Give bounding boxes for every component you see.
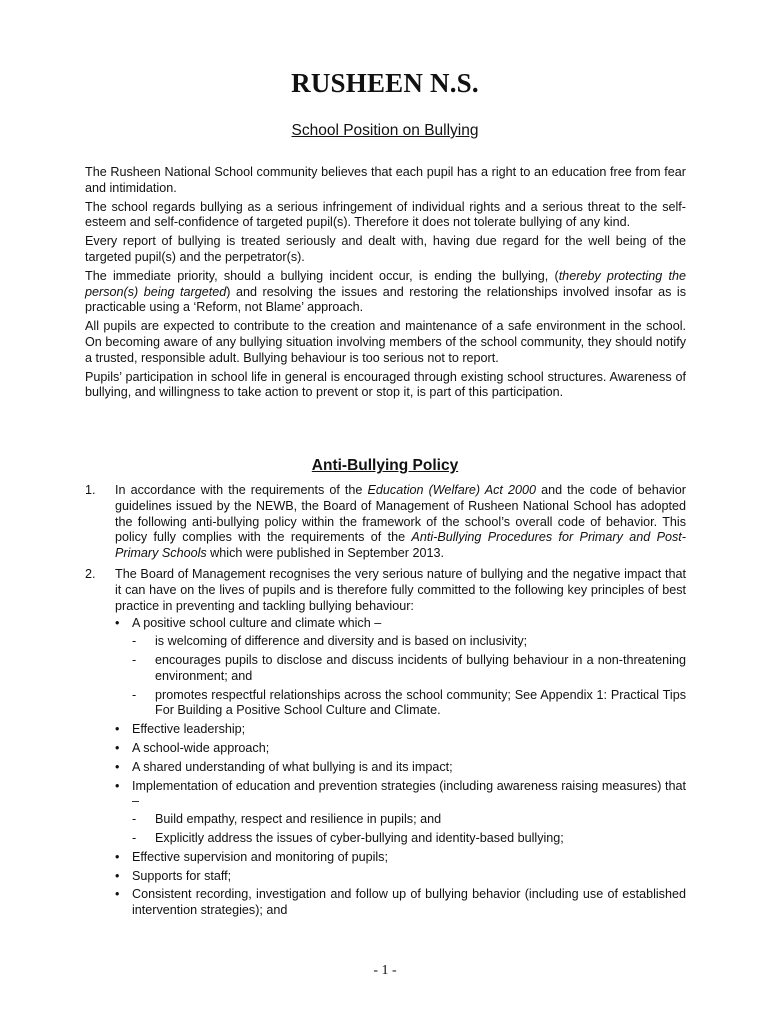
- sub-list-item: [132, 812, 686, 828]
- list-item-text: Supports for staff;: [132, 868, 232, 883]
- item-text: and the code of behavior guidelines issued by the NEWB, the Board of Management of Rusheen National School has adopted the following anti-bullying policy within the framework of the school’s overall code of behavior. This policy fully complies with the requirements of the: [115, 483, 686, 545]
- bullet-icon: •: [115, 616, 120, 631]
- sub-list-item-text: is welcoming of difference and diversity and is based on inclusivity;: [155, 634, 528, 649]
- list-item-text: Effective leadership;: [132, 722, 246, 737]
- bullet-icon: •: [115, 740, 120, 755]
- sub-list-item: [132, 831, 686, 847]
- sub-list: [132, 634, 686, 719]
- dash-icon: -: [132, 687, 137, 702]
- priority-italic-text: thereby protecting the person(s) being targeted: [85, 268, 686, 299]
- list-item-text: Consistent recording, investigation and follow up of bullying behavior (including use of established intervention strategies); and: [132, 887, 686, 918]
- priority-text: ) and resolving the issues and restoring the relationships involved insofar as is practicable using a ‘Reform, not Blame’ approach.: [85, 284, 687, 315]
- intro-paragraph: Pupils’ participation in school life in general is encouraged through existing school structures. Awareness of bullying, and willingness to take action to prevent or stop it, is part of this participation.: [85, 369, 686, 400]
- sub-list-item: [132, 634, 686, 650]
- list-item: [115, 850, 686, 866]
- list-item: [115, 779, 686, 847]
- item-text: In accordance with the requirements of the: [115, 483, 368, 497]
- page-title: RUSHEEN N.S.: [291, 68, 479, 98]
- dash-icon: -: [132, 652, 137, 667]
- item-text: The Board of Management recognises the very serious nature of bullying and the negative impact that it can have on the lives of pupils and is therefore fully committed to the following key principles of best practice in preventing and tackling bullying behaviour:: [115, 566, 686, 613]
- list-item-text: Effective supervision and monitoring of pupils;: [132, 849, 388, 864]
- bullet-icon: •: [115, 722, 120, 737]
- section-heading-school-position: School Position on Bullying: [291, 122, 479, 139]
- intro-paragraph: Every report of bullying is treated seriously and dealt with, having due regard for the well being of the targeted pupil(s) and the perpetrator(s).: [85, 234, 686, 264]
- bullet-icon: •: [115, 759, 120, 774]
- numbered-item-2: [85, 567, 686, 919]
- bullet-icon: •: [115, 868, 120, 883]
- list-item-text: A school-wide approach;: [132, 740, 270, 755]
- principles-list: [115, 616, 686, 919]
- sub-list-item-text: promotes respectful relationships across the school community; See Appendix 1: Practical Tips For Building a Positive School Culture and Climate.: [155, 687, 686, 718]
- sub-list: [132, 812, 686, 847]
- list-item: [115, 887, 686, 919]
- section-heading-anti-bullying-policy: Anti-Bullying Policy: [311, 457, 459, 474]
- list-item: [115, 722, 686, 738]
- intro-section: [85, 165, 686, 404]
- sub-list-item: [132, 653, 686, 685]
- sub-list-item: [132, 688, 686, 720]
- item-italic-text: Anti-Bullying Procedures for Primary and Post-Primary Schools: [115, 530, 687, 561]
- item-number: 2.: [85, 566, 96, 581]
- priority-text: The immediate priority, should a bullying incident occur, is ending the bullying, (: [85, 268, 559, 283]
- list-item: [115, 741, 686, 757]
- policy-section: [85, 483, 686, 924]
- numbered-item-1: [85, 483, 686, 562]
- item-italic-text: Education (Welfare) Act 2000: [367, 483, 537, 497]
- dash-icon: -: [132, 634, 137, 649]
- intro-paragraph: The school regards bullying as a serious infringement of individual rights and a serious threat to the self-esteem and self-confidence of targeted pupil(s). Therefore it does not tolerate bullying of any kind.: [85, 199, 686, 230]
- sub-list-item-text: encourages pupils to disclose and discuss incidents of bullying behaviour in a non-threatening environment; and: [155, 652, 686, 683]
- bullet-icon: •: [115, 778, 120, 793]
- list-item: [115, 760, 686, 776]
- list-item-text: A positive school culture and climate which –: [132, 616, 382, 631]
- list-item: [115, 869, 686, 885]
- priority-paragraph: [85, 269, 686, 316]
- sub-list-item-text: Explicitly address the issues of cyber-bullying and identity-based bullying;: [155, 830, 564, 845]
- page-number: - 1 -: [373, 963, 397, 978]
- intro-paragraph: The Rusheen National School community believes that each pupil has a right to an education free from fear and intimidation.: [85, 165, 686, 195]
- item-text: which were published in September 2013.: [206, 546, 445, 561]
- sub-list-item-text: Build empathy, respect and resilience in pupils; and: [155, 812, 442, 827]
- list-item-text: A shared understanding of what bullying is and its impact;: [132, 759, 453, 774]
- list-item: [115, 616, 686, 719]
- bullet-icon: •: [115, 849, 120, 864]
- dash-icon: -: [132, 812, 137, 827]
- intro-paragraph: All pupils are expected to contribute to the creation and maintenance of a safe environment in the school. On becoming aware of any bullying situation involving members of the school community, they should notify a trusted, responsible adult. Bullying behaviour is too serious not to report.: [85, 319, 686, 365]
- list-item-text: Implementation of education and prevention strategies (including awareness raising measures) that –: [132, 778, 686, 809]
- dash-icon: -: [132, 830, 137, 845]
- item-number: 1.: [85, 483, 96, 497]
- bullet-icon: •: [115, 887, 120, 902]
